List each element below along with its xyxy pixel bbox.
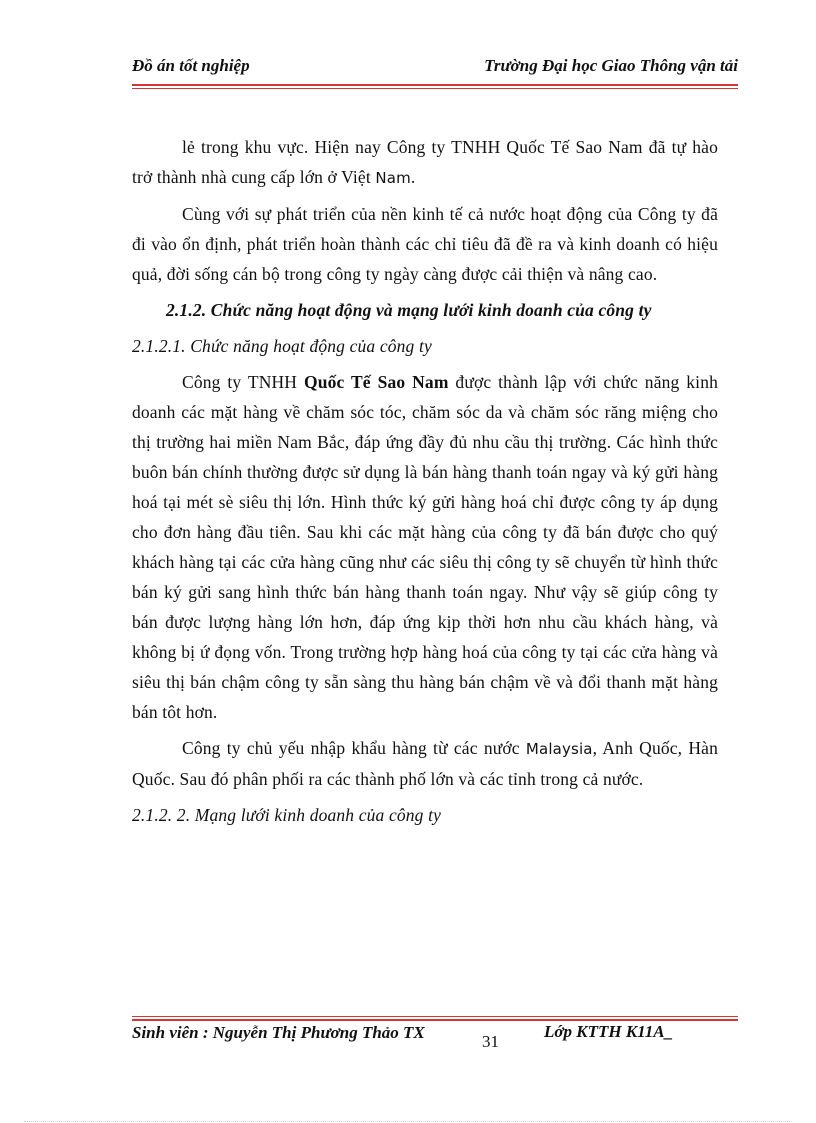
footer-rule-thick	[132, 1019, 738, 1021]
page-bottom-border	[24, 1121, 792, 1122]
page-header	[132, 56, 738, 84]
paragraph-1-end: .	[410, 167, 416, 187]
paragraph-1-text: lẻ trong khu vực. Hiện nay Công ty TNHH Quốc Tế Sao Nam đã tự hào trở thành nhà cung cấp lớn ở Việt	[132, 137, 718, 187]
footer-class: Lớp KTTH K11A_	[544, 1022, 674, 1041]
company-name: Quốc Tế Sao Nam	[303, 372, 449, 392]
paragraph-4	[132, 733, 718, 794]
paragraph-3-start: Công ty TNHH	[182, 372, 304, 392]
paragraph-3	[132, 367, 718, 727]
page-number: 31	[482, 1032, 499, 1051]
subsection-heading-2: 2.1.2. 2. Mạng lưới kinh doanh của công ty	[132, 805, 442, 825]
header-rule-thin	[132, 88, 738, 89]
header-title-right: Trường Đại học Giao Thông vận tải	[484, 56, 738, 75]
country-malaysia: Malaysia	[525, 740, 593, 758]
header-title-left: Đồ án tốt nghiệp	[132, 56, 250, 75]
paragraph-4-start: Công ty chủ yếu nhập khẩu hàng từ các nước	[182, 738, 526, 758]
page-footer	[132, 1022, 738, 1070]
subsection-heading-1: 2.1.2.1. Chức năng hoạt động của công ty	[132, 336, 432, 356]
paragraph-1-word: Nam	[375, 169, 411, 187]
paragraph-2: Cùng với sự phát triển của nền kinh tế cả nước hoạt động của Công ty đã đi vào ổn định, phát triển hoàn thành các chỉ tiêu đã đề ra và kinh doanh có hiệu quả, đời sống cán bộ trong công ty ngày càng được cải thiện và nâng cao.	[132, 204, 718, 284]
paragraph-4-text: , Anh Quốc, Hàn Quốc. Sau đó phân phối ra các thành phố lớn và các tỉnh trong cả nước.	[132, 738, 718, 789]
footer-rule-thin	[132, 1016, 738, 1017]
footer-student: Sinh viên : Nguyễn Thị Phương Thảo TX	[132, 1023, 425, 1042]
paragraph-1	[132, 132, 718, 193]
header-rule-thick	[132, 84, 738, 86]
section-heading: 2.1.2. Chức năng hoạt động và mạng lưới kinh doanh của công ty	[166, 300, 652, 320]
paragraph-3-text: được thành lập với chức năng kinh doanh các mặt hàng về chăm sóc tóc, chăm sóc da và chăm sóc răng miệng cho thị trường hai miền Nam Bắc, đáp ứng đầy đủ nhu cầu thị trường. Các hình thức buôn bán chính thường được sử dụng là bán hàng thanh toán ngay và ký gửi hàng hoá tại mét sè siêu thị lớn. Hình thức ký gửi hàng hoá chỉ được công ty áp dụng cho đơn hàng đầu tiên. Sau khi các mặt hàng của công ty đã bán được cho quý khách hàng tại các cửa hàng cũng như các siêu thị công ty sẽ chuyển từ hình thức bán ký gửi sang hình thức bán hàng thanh toán ngay. Như vậy sẽ giúp công ty bán được lượng hàng lớn hơn, đáp ứng kịp thời hơn nhu cầu khách hàng, và không bị ứ đọng vốn. Trong trường hợp hàng hoá của công ty tại các cửa hàng và siêu thị bán chậm công ty sẵn sàng thu hàng bán chậm về và đổi thanh mặt hàng bán tôt hơn.	[132, 372, 718, 722]
document-body	[132, 132, 718, 836]
